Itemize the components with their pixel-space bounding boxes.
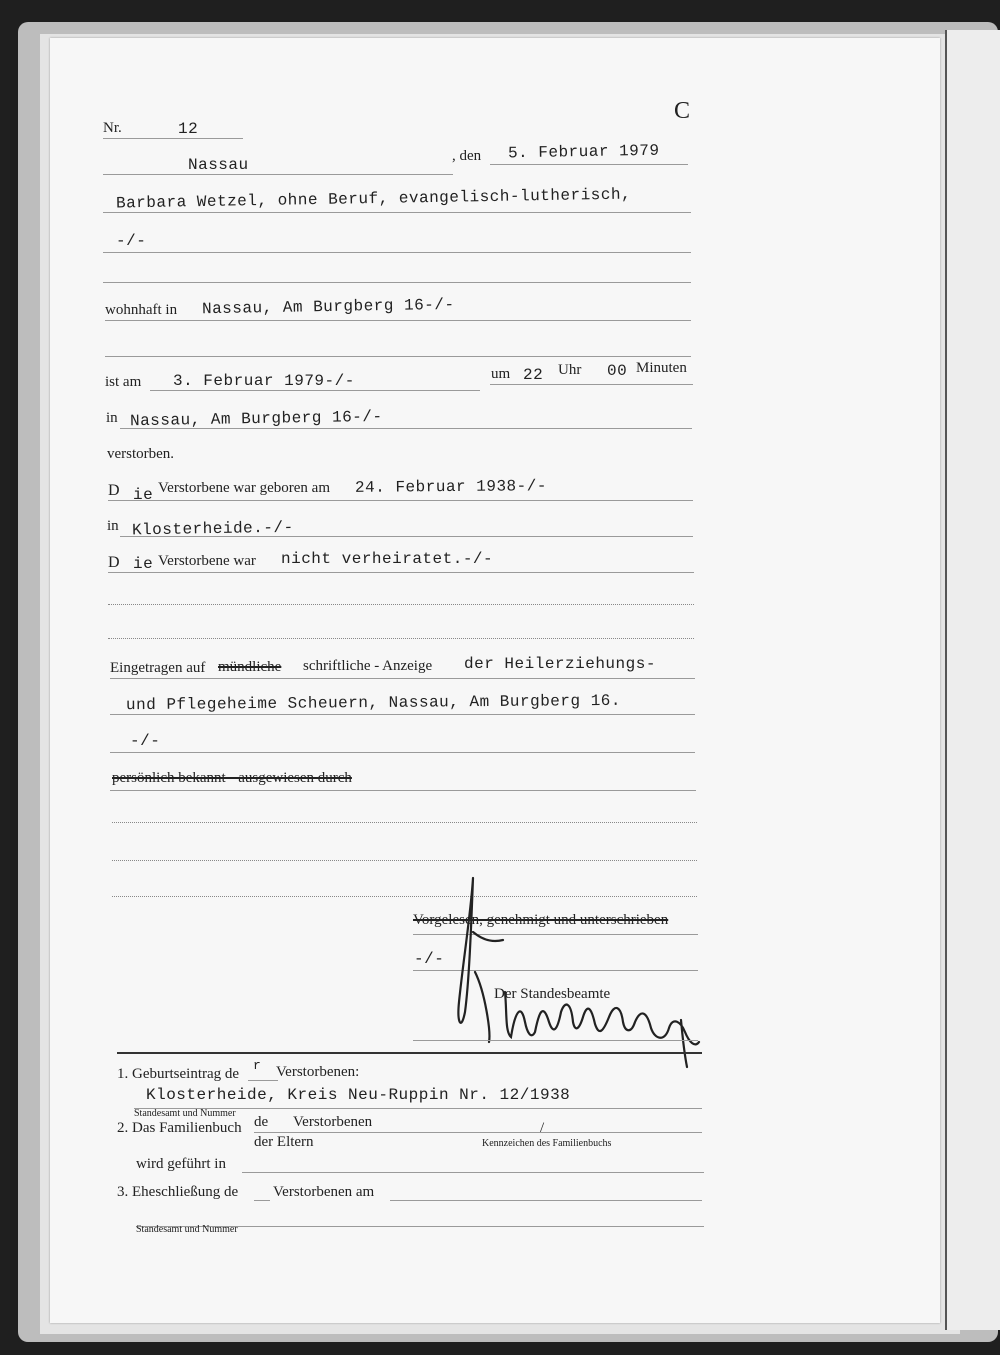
birth-date: 24. Februar 1938-/- bbox=[354, 477, 548, 497]
place-value: Nassau bbox=[188, 156, 249, 174]
marital-rule bbox=[108, 572, 694, 573]
footer-item2-rule bbox=[254, 1132, 702, 1133]
marital-d-label: D bbox=[108, 554, 120, 571]
footer-item1-suffix-rule bbox=[248, 1080, 278, 1081]
ist-am-label: ist am bbox=[105, 374, 142, 390]
residence-value: Nassau, Am Burgberg 16-/- bbox=[201, 295, 455, 319]
standesamt-label-1: Standesamt und Nummer bbox=[134, 1108, 236, 1119]
registration-value-2: und Pflegeheime Scheuern, Nassau, Am Burgberg 16. bbox=[125, 691, 622, 715]
registration-value-3: -/- bbox=[130, 732, 161, 750]
footer-item3-rule bbox=[390, 1200, 702, 1201]
person-line1-rule bbox=[103, 212, 691, 213]
identification-rule bbox=[110, 790, 696, 791]
person-line2: -/- bbox=[116, 232, 147, 250]
verstorben-label: verstorben. bbox=[107, 446, 175, 462]
date-line bbox=[490, 164, 688, 165]
time-rule bbox=[490, 384, 693, 385]
blank-rule-3 bbox=[108, 604, 694, 605]
identification-struck: persönlich bekannt - ausgewiesen durch bbox=[112, 770, 352, 786]
date-value: 5. Februar 1979 bbox=[507, 141, 660, 163]
footer-item2-eltern: der Eltern bbox=[254, 1134, 314, 1150]
footer-item3-de-rule bbox=[254, 1200, 270, 1201]
birth-place: Klosterheide.-/- bbox=[131, 518, 294, 540]
nr-label: Nr. bbox=[103, 120, 122, 136]
standesamt-label-2: Standesamt und Nummer bbox=[136, 1224, 238, 1235]
registration-rule-2 bbox=[110, 714, 695, 715]
wird-rule bbox=[242, 1172, 704, 1173]
death-date: 3. Februar 1979-/- bbox=[173, 372, 355, 390]
um-label: um bbox=[491, 366, 511, 382]
blank-rule-4 bbox=[108, 638, 694, 639]
registration-label-end: schriftliche - Anzeige bbox=[303, 658, 433, 674]
signature-value: -/- bbox=[414, 950, 445, 968]
death-place: Nassau, Am Burgberg 16-/- bbox=[129, 407, 383, 431]
death-date-rule bbox=[150, 390, 480, 391]
birth-label: Verstorbene war geboren am bbox=[158, 480, 331, 496]
footer-item2-de: de bbox=[254, 1114, 269, 1130]
death-in-label: in bbox=[106, 410, 118, 426]
marital-value: nicht verheiratet.-/- bbox=[281, 550, 494, 568]
birth-in-label: in bbox=[107, 518, 119, 534]
uhr-label: Uhr bbox=[558, 362, 582, 378]
blank-rule-5 bbox=[112, 822, 697, 823]
registration-value-1: der Heilerziehungs- bbox=[464, 655, 656, 673]
nr-line bbox=[103, 138, 243, 139]
den-label: , den bbox=[452, 148, 482, 164]
birth-d-label: D bbox=[108, 482, 120, 499]
marital-ie-typed: ie bbox=[133, 555, 154, 573]
footer-item1-label: 1. Geburtseintrag de bbox=[117, 1066, 240, 1082]
form-letter: C bbox=[674, 98, 691, 124]
facing-page-edge bbox=[945, 30, 1000, 1330]
official-label: Der Standesbeamte bbox=[494, 986, 611, 1002]
footer-item2-slash: / bbox=[540, 1120, 545, 1136]
person-line1: Barbara Wetzel, ohne Beruf, evangelisch-lutherisch, bbox=[115, 185, 632, 213]
registration-rule-3 bbox=[110, 752, 695, 753]
footer-item3-label: 3. Eheschließung de bbox=[117, 1184, 239, 1200]
registration-label-struck: mündliche bbox=[218, 659, 282, 675]
residence-rule bbox=[105, 320, 691, 321]
registration-rule-1 bbox=[110, 678, 695, 679]
birth-place-rule bbox=[120, 536, 693, 537]
death-place-rule bbox=[120, 428, 692, 429]
place-line bbox=[103, 174, 453, 175]
death-minutes: 00 bbox=[607, 362, 628, 380]
birth-ie-typed: ie bbox=[133, 486, 154, 504]
birth-date-rule bbox=[108, 500, 693, 501]
marital-label: Verstorbene war bbox=[158, 553, 256, 569]
footer-item1-value: Klosterheide, Kreis Neu-Ruppin Nr. 12/1938 bbox=[146, 1086, 571, 1104]
person-line2-rule bbox=[103, 252, 691, 253]
footer-item1-suffix: r bbox=[253, 1058, 262, 1073]
blank-rule-2 bbox=[105, 356, 691, 357]
footer-item2-label: 2. Das Familienbuch bbox=[117, 1120, 242, 1136]
signature-struck: Vorgelesen, genehmigt und unterschrieben bbox=[413, 912, 669, 928]
section-divider bbox=[117, 1052, 702, 1054]
footer-item3-end: Verstorbenen am bbox=[273, 1184, 375, 1200]
nr-value: 12 bbox=[178, 120, 199, 138]
footer-item1-label-end: Verstorbenen: bbox=[276, 1064, 360, 1080]
death-hour: 22 bbox=[523, 366, 544, 384]
handwritten-signature bbox=[445, 872, 705, 1072]
blank-rule-6 bbox=[112, 860, 697, 861]
registration-label-start: Eingetragen auf bbox=[110, 660, 206, 676]
kennzeichen-label: Kennzeichen des Familienbuchs bbox=[482, 1138, 612, 1149]
wird-label: wird geführt in bbox=[136, 1156, 226, 1172]
minuten-label: Minuten bbox=[636, 360, 687, 376]
residence-label: wohnhaft in bbox=[105, 302, 178, 318]
footer-item2-verstorbenen: Verstorbenen bbox=[293, 1114, 373, 1130]
signature-line bbox=[413, 1040, 698, 1041]
blank-rule-1 bbox=[103, 282, 691, 283]
